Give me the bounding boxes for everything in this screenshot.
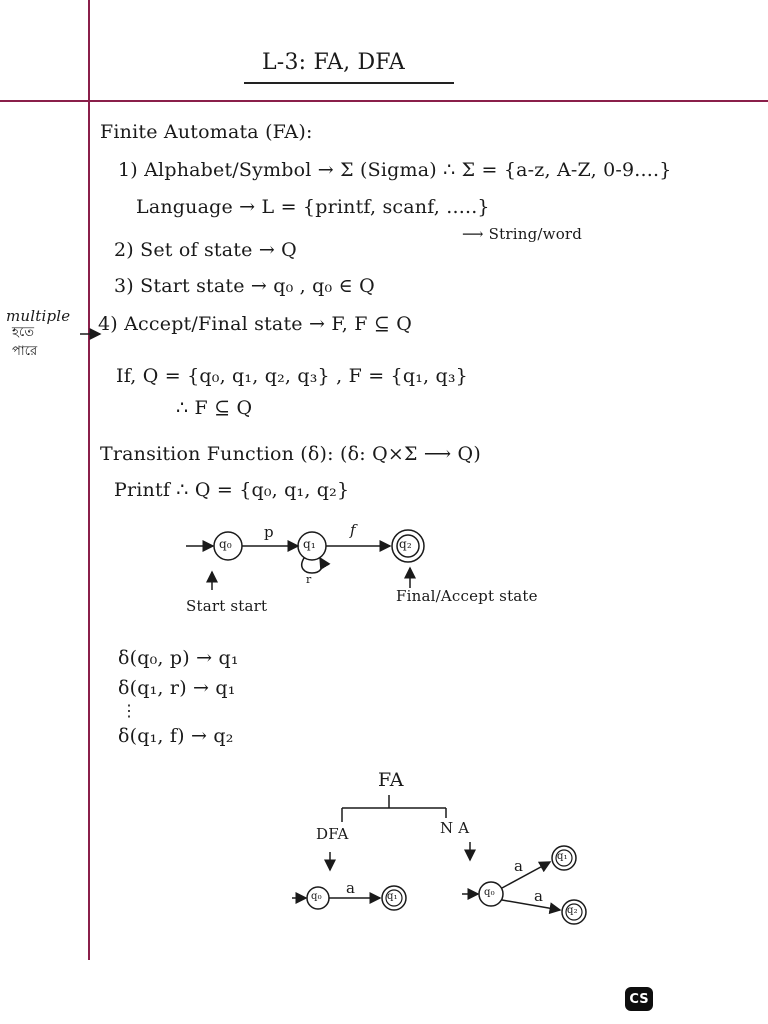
page-title: L-3: FA, DFA (262, 50, 405, 75)
line-set-of-state: 2) Set of state → Q (114, 239, 297, 261)
line-string-word: ⟶ String/word (462, 225, 583, 243)
line-accept-state: 4) Accept/Final state → F, F ⊆ Q (98, 313, 412, 335)
nfa-label-q0: q₀ (484, 887, 495, 898)
edge-label-r: r (306, 573, 312, 586)
heading-finite-automata: Finite Automata (FA): (100, 121, 313, 143)
line-if-q: If, Q = {q₀, q₁, q₂, q₃} , F = {q₁, q₃} (116, 365, 468, 387)
tree-root-fa: FA (378, 769, 404, 791)
tree-left-dfa: DFA (316, 825, 349, 843)
line-printf: Printf ∴ Q = {q₀, q₁, q₂} (114, 479, 350, 501)
start-state-label: Start start (186, 597, 268, 615)
transition-1: δ(q₀, p) → q₁ (118, 647, 239, 669)
edge-label-p: p (264, 523, 274, 541)
nfa-label-q2: q₂ (567, 905, 578, 916)
line-language: Language → L = {printf, scanf, .....} (136, 196, 490, 218)
state-label-q2: q₂ (399, 537, 412, 551)
dfa-label-q0: q₀ (311, 891, 322, 902)
nfa-edge-down (502, 900, 560, 910)
line-alphabet: 1) Alphabet/Symbol → Σ (Sigma) ∴ Σ = {a-z, A-Z, 0-9....} (118, 159, 672, 181)
line-f-subset-q: ∴ F ⊆ Q (176, 397, 253, 419)
margin-note-line2: হতে (12, 325, 35, 340)
line-start-state: 3) Start state → q₀ , q₀ ∈ Q (114, 275, 375, 297)
dfa-edge-label: a (346, 879, 356, 897)
transition-2: δ(q₁, r) → q₁ (118, 677, 236, 699)
margin-note-line3: পারে (12, 344, 38, 359)
margin-note-line1: multiple (6, 307, 71, 325)
state-label-q1: q₁ (303, 537, 316, 551)
transition-ellipsis: ⋮ (121, 701, 138, 720)
tree-right-na: N A (440, 819, 470, 837)
nfa-label-q1: q₁ (557, 851, 568, 862)
nfa-edge-label-down: a (534, 887, 544, 905)
final-state-label: Final/Accept state (396, 587, 538, 605)
edge-label-f: f (350, 521, 356, 539)
nfa-edge-up (502, 862, 550, 888)
camscanner-logo: CS (625, 987, 653, 1011)
dfa-label-q1: q₁ (387, 891, 398, 902)
state-label-q0: q₀ (219, 537, 232, 551)
nfa-edge-label-up: a (514, 857, 524, 875)
line-transition-function: Transition Function (δ): (δ: Q×Σ ⟶ Q) (100, 443, 481, 465)
transition-3: δ(q₁, f) → q₂ (118, 725, 234, 747)
